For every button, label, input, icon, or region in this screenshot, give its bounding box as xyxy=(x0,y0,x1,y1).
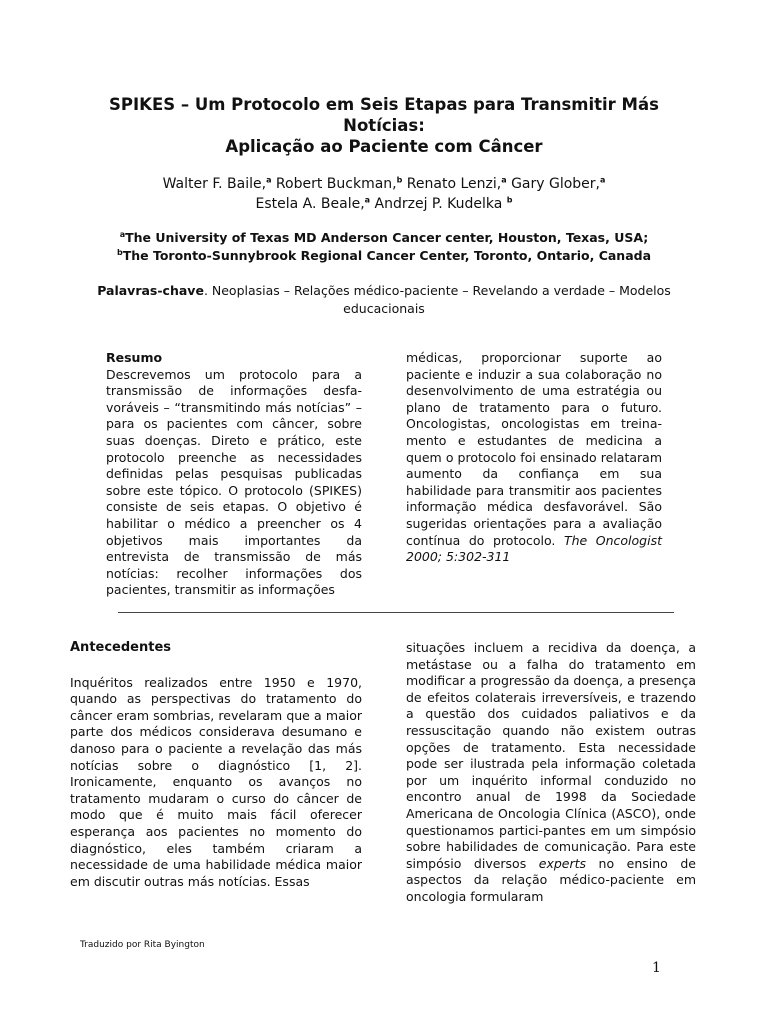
author-name: Estela A. Beale, xyxy=(255,196,365,212)
title-line-3: Aplicação ao Paciente com Câncer xyxy=(225,137,543,156)
affiliations xyxy=(60,229,708,265)
abstract-heading: Resumo xyxy=(106,350,163,365)
keywords-label: Palavras-chave xyxy=(97,283,204,298)
body-text-right: situações incluem a recidiva da doença, a metástase ou a falha do tratamento em modificar a progressão da doença, a presença de efeitos colaterais irreversíveis, e trazendo a questão dos cuidados paliativos e da ressuscitação quando não existem outras opções de tratamento. Esta necessidade pode ser ilustrada pela informação coletada por um inquérito informal conduzido no encontro anual de 1998 da Sociedade Americana de Oncologia Clínica (ASCO), onde questionamos partici-pantes em um simpósio sobre habilidades de comunicação. Para este simpósio diversos xyxy=(406,640,696,871)
author-affiliation-mark: a xyxy=(364,195,371,205)
author-line-2 xyxy=(60,194,708,214)
affiliation-b xyxy=(60,247,708,265)
author-name: Walter F. Baile, xyxy=(162,176,267,192)
author-affiliation-mark: b xyxy=(506,195,513,205)
abstract-left-column xyxy=(106,350,362,599)
affiliation-a xyxy=(60,229,708,247)
author-list xyxy=(60,174,708,214)
title-line-1: SPIKES – Um Protocolo em Seis Etapas para Transmitir Más xyxy=(109,95,659,114)
author-affiliation-mark: b xyxy=(396,175,403,185)
page-number: 1 xyxy=(652,960,661,976)
body-italic-term: experts xyxy=(538,855,587,871)
affiliation-mark: b xyxy=(116,247,123,257)
author-affiliation-mark: a xyxy=(266,175,272,185)
section-divider xyxy=(118,612,674,613)
body-left-column xyxy=(70,640,362,890)
body-text-left: Inquéritos realizados entre 1950 e 1970, quando as perspectivas do tratamento do câncer eram sombrias, revelaram que a maior parte dos médicos considerava desumano e danoso para o paciente a revelação das más notícias sobre o diagnóstico [1, 2]. Ironicamente, enquanto os avanços no tratamento mudaram o curso do câncer de modo que é muito mais fácil oferecer esperança aos pacientes no momento do diagnóstico, eles também criaram a necessidade de uma habilidade médica maior em discutir outras más notícias. Essas xyxy=(70,674,362,889)
keywords xyxy=(90,282,678,318)
abstract-text-right: médicas, proporcionar suporte ao paciente e induzir a sua colaboração no desenvolvimento de uma estratégia ou plano de tratamento para o futuro. Oncologistas, oncologistas em treina-mento e estudantes de medicina a quem o protocolo foi ensinado relataram aumento da confiança em sua habilidade para transmitir aos pacientes informação médica desfavorável. São sugeridas orientações para a avaliação contínua do protocolo. xyxy=(406,350,662,548)
abstract-right-column xyxy=(406,350,662,566)
title-line-2: Notícias: xyxy=(343,116,425,135)
keywords-text: . Neoplasias – Relações médico-paciente – Revelando a verdade – Modelos educacionais xyxy=(203,283,671,316)
abstract-text-left: Descrevemos um protocolo para a transmissão de informações desfa-voráveis – “transmitindo más notícias” – para os pacientes com câncer, sobre suas doenças. Direto e prático, este protocolo preenche as necessidades definidas pelas pesquisas publicadas sobre este tópico. O protocolo (SPIKES) consiste de seis etapas. O objetivo é habilitar o médico a preencher os 4 objetivos mais importantes da entrevista de transmissão de más notícias: recolher informações dos pacientes, transmitir as informações xyxy=(106,366,362,598)
author-affiliation-mark: a xyxy=(600,175,606,185)
translator-note: Traduzido por Rita Byington xyxy=(80,940,205,950)
document-title xyxy=(60,94,708,157)
affiliation-text: The University of Texas MD Anderson Cancer center, Houston, Texas, USA; xyxy=(125,230,649,245)
affiliation-mark: a xyxy=(119,229,126,239)
author-affiliation-mark: a xyxy=(501,175,507,185)
author-name: Renato Lenzi, xyxy=(406,176,502,192)
section-heading: Antecedentes xyxy=(70,640,172,655)
author-name: Gary Glober, xyxy=(511,176,600,192)
author-line-1 xyxy=(60,174,708,194)
body-right-column xyxy=(406,640,696,906)
affiliation-text: The Toronto-Sunnybrook Regional Cancer Center, Toronto, Ontario, Canada xyxy=(122,248,652,263)
author-name: Andrzej P. Kudelka xyxy=(374,196,503,212)
author-name: Robert Buckman, xyxy=(275,176,397,192)
abstract-citation: The Oncologist 2000; 5:302-311 xyxy=(406,532,662,565)
body-text-right-cont: no ensino de aspectos da relação médico-paciente em oncologia formularam xyxy=(406,855,696,904)
